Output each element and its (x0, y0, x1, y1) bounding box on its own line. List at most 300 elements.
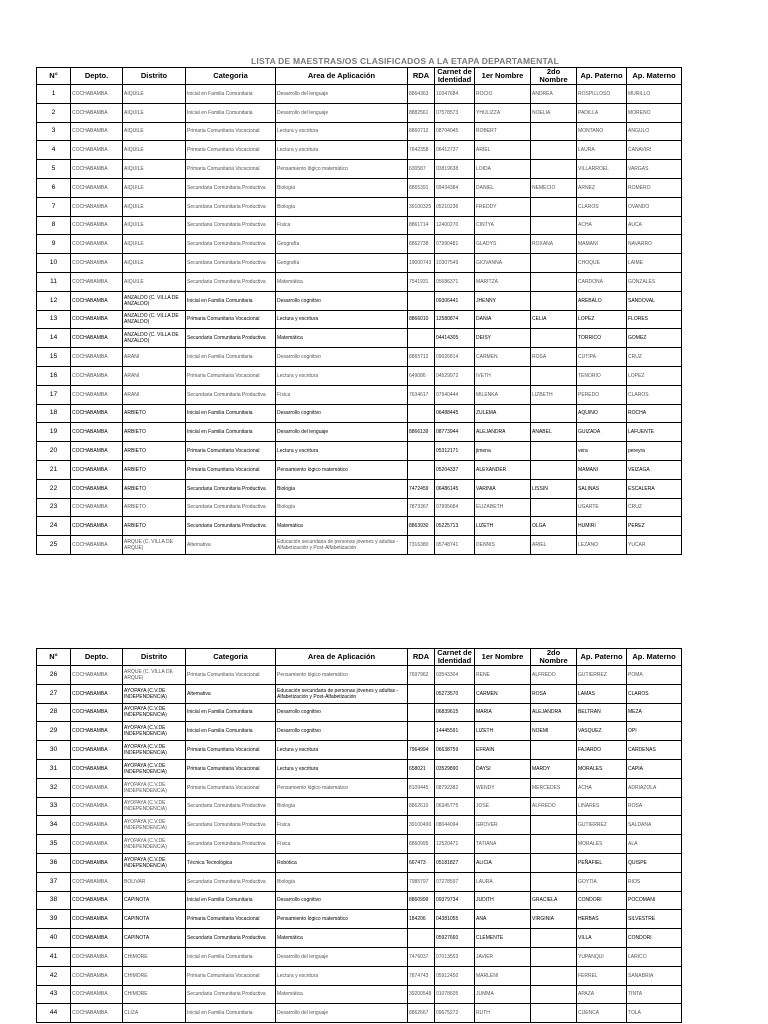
col-categoria-cell: Inicial en Familia Comunitaria (186, 1004, 276, 1023)
col-nombre1-cell: YHULIZZA (475, 103, 531, 122)
col-categoria-cell: Primaria Comunitaria Vocacional (186, 666, 276, 685)
col-nombre2-cell (531, 404, 577, 423)
col-categoria-cell: Secundaria Comunitaria Productiva (186, 329, 276, 348)
col-distrito-cell: ARANI (123, 385, 186, 404)
col-rda-cell (408, 684, 435, 703)
col-distrito-cell: AYOPAYA (C.V.DE INDEPENDENCIA) (123, 759, 186, 778)
col-area-cell: Biología (276, 479, 408, 498)
col-materno-cell: ROSA (627, 797, 682, 816)
col-area-cell: Física (276, 216, 408, 235)
table-row (37, 460, 682, 479)
col-materno-cell: LOPEZ (627, 366, 682, 385)
col-paterno-cell: LEZANO (577, 536, 627, 555)
col-paterno-cell: TORRICO (577, 329, 627, 348)
col-nombre1-cell: MILENKA (475, 385, 531, 404)
header-col-paterno: Ap. Paterno (577, 68, 627, 85)
col-paterno-cell: HUMIRI (577, 517, 627, 536)
col-rda-cell: 8862667 (408, 1004, 435, 1023)
col-carnet-cell: 09026814 (435, 348, 475, 367)
col-number-cell: 22 (37, 479, 71, 498)
col-categoria-cell: Primaria Comunitaria Vocacional (186, 741, 276, 760)
col-nombre2-cell: ARIEL (531, 536, 577, 555)
col-rda-cell: 7476037 (408, 947, 435, 966)
header-col-depto: Depto. (71, 649, 123, 666)
col-rda-cell: 7642358 (408, 141, 435, 160)
table-body (37, 666, 682, 1023)
teachers-table-1 (36, 67, 682, 555)
col-carnet-cell: 03529890 (435, 759, 475, 778)
header-col-rda: RDA (408, 649, 435, 666)
col-materno-cell: TOLA (627, 1004, 682, 1023)
col-nombre2-cell: MERCEDES (531, 778, 577, 797)
col-categoria-cell: Secundaria Comunitaria Productiva (186, 216, 276, 235)
col-categoria-cell: Secundaria Comunitaria Productiva (186, 816, 276, 835)
col-carnet-cell: 12520471 (435, 835, 475, 854)
col-rda-cell: 649086 (408, 366, 435, 385)
col-area-cell: Desarrollo del lenguaje (276, 103, 408, 122)
col-number-cell: 17 (37, 385, 71, 404)
col-categoria-cell: Secundaria Comunitaria Productiva (186, 178, 276, 197)
table-row (37, 666, 682, 685)
col-depto-cell: COCHABAMBA (71, 517, 123, 536)
table-row (37, 797, 682, 816)
col-nombre2-cell (531, 1004, 577, 1023)
col-depto-cell: COCHABAMBA (71, 684, 123, 703)
col-number-cell: 35 (37, 835, 71, 854)
col-area-cell: Lectura y escritura (276, 141, 408, 160)
col-nombre1-cell: MARLENI (475, 966, 531, 985)
col-depto-cell: COCHABAMBA (71, 197, 123, 216)
table-row (37, 254, 682, 273)
col-distrito-cell: ARQUE (C. VILLA DE ARQUE) (123, 666, 186, 685)
header-col-rda: RDA (408, 68, 435, 85)
col-carnet-cell: 06638759 (435, 741, 475, 760)
col-distrito-cell: ARBIETO (123, 479, 186, 498)
table-body (37, 85, 682, 555)
col-number-cell: 24 (37, 517, 71, 536)
col-paterno-cell: PEÑAFIEL (577, 853, 627, 872)
col-categoria-cell: Alternativa (186, 536, 276, 555)
col-nombre2-cell: NEMECIO (531, 178, 577, 197)
header-col-distrito: Distrito (123, 649, 186, 666)
col-number-cell: 34 (37, 816, 71, 835)
col-area-cell: Desarrollo cognitivo (276, 722, 408, 741)
col-carnet-cell: 06412737 (435, 141, 475, 160)
table-row (37, 348, 682, 367)
col-depto-cell: COCHABAMBA (71, 254, 123, 273)
col-nombre1-cell: LAURA (475, 872, 531, 891)
col-number-cell: 41 (37, 947, 71, 966)
col-materno-cell: RIOS (627, 872, 682, 891)
col-materno-cell: MORENO (627, 103, 682, 122)
col-nombre1-cell: LOIDA (475, 160, 531, 179)
col-rda-cell: 8861714 (408, 216, 435, 235)
col-distrito-cell: AYOPAYA (C.V.DE INDEPENDENCIA) (123, 835, 186, 854)
col-nombre2-cell: GRACIELA (531, 891, 577, 910)
table-row (37, 272, 682, 291)
col-nombre2-cell: MARDY (531, 759, 577, 778)
col-rda-cell: 8863930 (408, 517, 435, 536)
teachers-table-2 (36, 648, 682, 1023)
col-nombre1-cell: CARMEN (475, 348, 531, 367)
table-row (37, 929, 682, 948)
col-carnet-cell: 09379734 (435, 891, 475, 910)
col-distrito-cell: CAPINOTA (123, 929, 186, 948)
col-area-cell: Matemática (276, 517, 408, 536)
header-col-paterno: Ap. Paterno (577, 649, 627, 666)
col-number-cell: 43 (37, 985, 71, 1004)
col-categoria-cell: Primaria Comunitaria Vocacional (186, 966, 276, 985)
col-nombre1-cell: ELIZABETH (475, 498, 531, 517)
table-row (37, 1004, 682, 1023)
col-depto-cell: COCHABAMBA (71, 947, 123, 966)
col-rda-cell: 8860995 (408, 835, 435, 854)
col-area-cell: Pensamiento lógico matemático (276, 460, 408, 479)
col-nombre2-cell: ROSA (531, 348, 577, 367)
col-number-cell: 19 (37, 423, 71, 442)
col-carnet-cell: 03543304 (435, 666, 475, 685)
col-depto-cell: COCHABAMBA (71, 985, 123, 1004)
col-area-cell: Biología (276, 797, 408, 816)
col-nombre1-cell: GLADYS (475, 235, 531, 254)
col-materno-cell: VEIZAGA (627, 460, 682, 479)
col-materno-cell: ROMERO (627, 178, 682, 197)
col-paterno-cell: VILLA (577, 929, 627, 948)
col-carnet-cell: 05273570 (435, 684, 475, 703)
col-paterno-cell: MORALES (577, 835, 627, 854)
col-nombre1-cell: JUMMA (475, 985, 531, 1004)
table-row (37, 404, 682, 423)
table-row (37, 853, 682, 872)
header-col-materno: Ap. Materno (627, 68, 682, 85)
col-rda-cell (408, 404, 435, 423)
table-row (37, 872, 682, 891)
col-carnet-cell: 06839615 (435, 703, 475, 722)
col-materno-cell: ADRIAZOLA (627, 778, 682, 797)
col-nombre2-cell (531, 741, 577, 760)
header-row (37, 68, 682, 85)
col-materno-cell: pereyra (627, 442, 682, 461)
col-area-cell: Robótica (276, 853, 408, 872)
col-rda-cell: 658021 (408, 759, 435, 778)
col-depto-cell: COCHABAMBA (71, 329, 123, 348)
col-nombre1-cell: DENNIS (475, 536, 531, 555)
col-depto-cell: COCHABAMBA (71, 404, 123, 423)
col-carnet-cell: 09306441 (435, 291, 475, 310)
table-row (37, 310, 682, 329)
col-paterno-cell: ACHA (577, 216, 627, 235)
col-area-cell: Desarrollo del lenguaje (276, 85, 408, 104)
col-area-cell: Desarrollo del lenguaje (276, 947, 408, 966)
col-depto-cell: COCHABAMBA (71, 423, 123, 442)
col-materno-cell: MEZA (627, 703, 682, 722)
table-row (37, 985, 682, 1004)
col-depto-cell: COCHABAMBA (71, 479, 123, 498)
col-materno-cell: AUCA (627, 216, 682, 235)
col-number-cell: 10 (37, 254, 71, 273)
col-materno-cell: VARGAS (627, 160, 682, 179)
col-materno-cell: YUCAR (627, 536, 682, 555)
col-carnet-cell: 07940444 (435, 385, 475, 404)
col-materno-cell: GONZALES (627, 272, 682, 291)
col-paterno-cell: PEREDO (577, 385, 627, 404)
col-number-cell: 7 (37, 197, 71, 216)
col-depto-cell: COCHABAMBA (71, 272, 123, 291)
col-rda-cell (408, 442, 435, 461)
col-depto-cell: COCHABAMBA (71, 103, 123, 122)
col-carnet-cell: 01078605 (435, 985, 475, 1004)
col-categoria-cell: Inicial en Familia Comunitaria (186, 423, 276, 442)
col-distrito-cell: ARANI (123, 348, 186, 367)
col-area-cell: Matemática (276, 985, 408, 1004)
col-depto-cell: COCHABAMBA (71, 872, 123, 891)
col-paterno-cell: CUENCA (577, 1004, 627, 1023)
col-carnet-cell: 12580874 (435, 310, 475, 329)
col-paterno-cell: ARNEZ (577, 178, 627, 197)
col-nombre1-cell: RENE (475, 666, 531, 685)
col-categoria-cell: Alternativa (186, 684, 276, 703)
col-categoria-cell: Secundaria Comunitaria Productiva (186, 197, 276, 216)
col-carnet-cell: 04529972 (435, 366, 475, 385)
col-distrito-cell: ANZALDO (C. VILLA DE ANZALDO) (123, 291, 186, 310)
col-nombre2-cell: ALEJANDRA (531, 703, 577, 722)
col-nombre2-cell (531, 929, 577, 948)
col-paterno-cell: SALINAS (577, 479, 627, 498)
col-nombre2-cell (531, 141, 577, 160)
col-paterno-cell: TENORIO (577, 366, 627, 385)
col-paterno-cell: HERBAS (577, 910, 627, 929)
col-materno-cell: ALA (627, 835, 682, 854)
col-paterno-cell: VILLARROEL (577, 160, 627, 179)
col-depto-cell: COCHABAMBA (71, 759, 123, 778)
col-categoria-cell: Secundaria Comunitaria Productiva (186, 272, 276, 291)
col-nombre1-cell: ARIEL (475, 141, 531, 160)
col-nombre2-cell: NOELIA (531, 103, 577, 122)
col-nombre2-cell (531, 254, 577, 273)
col-nombre1-cell: JAVIER (475, 947, 531, 966)
col-nombre2-cell (531, 498, 577, 517)
col-area-cell: Lectura y escritura (276, 759, 408, 778)
col-carnet-cell: 06345775 (435, 797, 475, 816)
col-materno-cell: CARDENAS (627, 741, 682, 760)
table-row (37, 216, 682, 235)
col-distrito-cell: ARBIETO (123, 460, 186, 479)
col-depto-cell: COCHABAMBA (71, 666, 123, 685)
col-distrito-cell: AIQUILE (123, 160, 186, 179)
col-depto-cell: COCHABAMBA (71, 216, 123, 235)
col-nombre2-cell (531, 872, 577, 891)
col-categoria-cell: Secundaria Comunitaria Productiva (186, 985, 276, 1004)
col-paterno-cell: GUTIERREZ (577, 666, 627, 685)
col-number-cell: 29 (37, 722, 71, 741)
col-nombre1-cell: RUTH (475, 1004, 531, 1023)
col-materno-cell: LARICO (627, 947, 682, 966)
col-nombre1-cell: JUDITH (475, 891, 531, 910)
col-materno-cell: SILVESTRE (627, 910, 682, 929)
col-categoria-cell: Primaria Comunitaria Vocacional (186, 910, 276, 929)
col-nombre2-cell (531, 816, 577, 835)
col-paterno-cell: GUTIERREZ (577, 816, 627, 835)
col-rda-cell: 7964994 (408, 741, 435, 760)
col-number-cell: 39 (37, 910, 71, 929)
col-nombre2-cell: ALFREDO (531, 797, 577, 816)
col-depto-cell: COCHABAMBA (71, 385, 123, 404)
col-rda-cell (408, 722, 435, 741)
col-nombre1-cell: IVETH (475, 366, 531, 385)
col-distrito-cell: AIQUILE (123, 103, 186, 122)
col-paterno-cell: YUPANQUI (577, 947, 627, 966)
col-number-cell: 12 (37, 291, 71, 310)
col-number-cell: 1 (37, 85, 71, 104)
col-categoria-cell: Técnica Tecnológica (186, 853, 276, 872)
col-categoria-cell: Secundaria Comunitaria Productiva (186, 872, 276, 891)
col-categoria-cell: Secundaria Comunitaria Productiva (186, 835, 276, 854)
col-materno-cell: CAPIA (627, 759, 682, 778)
col-distrito-cell: CHIMORE (123, 985, 186, 1004)
col-distrito-cell: ANZALDO (C. VILLA DE ANZALDO) (123, 310, 186, 329)
col-rda-cell: 7697962 (408, 666, 435, 685)
table-row (37, 122, 682, 141)
col-number-cell: 44 (37, 1004, 71, 1023)
col-number-cell: 40 (37, 929, 71, 948)
col-area-cell: Educación secundaria de personas jóvenes y adultas - Alfabetización y Post-Alfabetización (276, 536, 408, 555)
col-distrito-cell: AIQUILE (123, 254, 186, 273)
col-depto-cell: COCHABAMBA (71, 797, 123, 816)
col-paterno-cell: AREBALO (577, 291, 627, 310)
table-row (37, 835, 682, 854)
col-paterno-cell: AQUINO (577, 404, 627, 423)
col-materno-cell: SALDANA (627, 816, 682, 835)
header-row (37, 649, 682, 666)
col-rda-cell: 184206 (408, 910, 435, 929)
col-paterno-cell: CHOQUE (577, 254, 627, 273)
col-rda-cell: 7634617 (408, 385, 435, 404)
col-rda-cell (408, 929, 435, 948)
col-nombre1-cell: ALEXANDER (475, 460, 531, 479)
col-nombre1-cell: ZULEMA (475, 404, 531, 423)
col-depto-cell: COCHABAMBA (71, 816, 123, 835)
table-row (37, 160, 682, 179)
col-distrito-cell: AYOPAYA (C.V.DE INDEPENDENCIA) (123, 778, 186, 797)
col-depto-cell: COCHABAMBA (71, 703, 123, 722)
col-rda-cell: 7873367 (408, 498, 435, 517)
col-distrito-cell: ARBIETO (123, 423, 186, 442)
table-row (37, 498, 682, 517)
col-nombre1-cell: DANIA (475, 310, 531, 329)
col-carnet-cell: 14445591 (435, 722, 475, 741)
col-area-cell: Matemática (276, 329, 408, 348)
col-carnet-cell: 08704045 (435, 122, 475, 141)
col-carnet-cell: 12400270 (435, 216, 475, 235)
col-nombre2-cell: VIRGINIA (531, 910, 577, 929)
col-distrito-cell: AIQUILE (123, 272, 186, 291)
table-row (37, 536, 682, 555)
col-paterno-cell: GUIZADA (577, 423, 627, 442)
col-rda-cell: 7985797 (408, 872, 435, 891)
col-materno-cell: TINTA (627, 985, 682, 1004)
col-paterno-cell: PADILLA (577, 103, 627, 122)
col-area-cell: Física (276, 816, 408, 835)
col-distrito-cell: AYOPAYA (C.V.DE INDEPENDENCIA) (123, 741, 186, 760)
col-area-cell: Desarrollo cognitivo (276, 291, 408, 310)
col-nombre1-cell: WENDY (475, 778, 531, 797)
col-distrito-cell: AYOPAYA (C.V.DE INDEPENDENCIA) (123, 722, 186, 741)
col-number-cell: 18 (37, 404, 71, 423)
col-number-cell: 5 (37, 160, 71, 179)
col-area-cell: Biología (276, 872, 408, 891)
col-depto-cell: COCHABAMBA (71, 291, 123, 310)
col-categoria-cell: Secundaria Comunitaria Productiva (186, 235, 276, 254)
col-categoria-cell: Inicial en Familia Comunitaria (186, 348, 276, 367)
header-col-nombre2: 2do Nombre (531, 649, 577, 666)
col-categoria-cell: Primaria Comunitaria Vocacional (186, 160, 276, 179)
col-nombre1-cell: DAYSI (475, 759, 531, 778)
table-row (37, 235, 682, 254)
table-row (37, 816, 682, 835)
col-paterno-cell: APAZA (577, 985, 627, 1004)
col-rda-cell: 8862738 (408, 235, 435, 254)
col-area-cell: Biología (276, 498, 408, 517)
header-col-materno: Ap. Materno (627, 649, 682, 666)
col-materno-cell: OVANDO (627, 197, 682, 216)
col-number-cell: 26 (37, 666, 71, 685)
col-area-cell: Pensamiento lógico matemático (276, 160, 408, 179)
col-distrito-cell: AIQUILE (123, 85, 186, 104)
col-rda-cell (408, 291, 435, 310)
col-nombre2-cell (531, 835, 577, 854)
col-rda-cell: 8882561 (408, 103, 435, 122)
table-row (37, 910, 682, 929)
col-paterno-cell: BELTRAN (577, 703, 627, 722)
col-area-cell: Física (276, 385, 408, 404)
col-nombre2-cell (531, 442, 577, 461)
col-nombre1-cell: LIZETH (475, 517, 531, 536)
col-distrito-cell: CHIMORE (123, 947, 186, 966)
col-paterno-cell: VASQUEZ (577, 722, 627, 741)
col-categoria-cell: Secundaria Comunitaria Productiva (186, 517, 276, 536)
col-area-cell: Desarrollo cognitivo (276, 891, 408, 910)
col-materno-cell: CANAVIRI (627, 141, 682, 160)
col-rda-cell (408, 329, 435, 348)
col-distrito-cell: ARANI (123, 366, 186, 385)
col-nombre2-cell (531, 853, 577, 872)
col-number-cell: 13 (37, 310, 71, 329)
col-carnet-cell: 10307549 (435, 254, 475, 273)
col-distrito-cell: CLIZA (123, 1004, 186, 1023)
col-nombre1-cell: CINTYA (475, 216, 531, 235)
col-nombre1-cell: DANIEL (475, 178, 531, 197)
col-depto-cell: COCHABAMBA (71, 498, 123, 517)
col-distrito-cell: AYOPAYA (C.V.DE INDEPENDENCIA) (123, 853, 186, 872)
col-nombre2-cell (531, 366, 577, 385)
col-materno-cell: ANGULO (627, 122, 682, 141)
table-row (37, 141, 682, 160)
col-carnet-cell: 05912450 (435, 966, 475, 985)
col-nombre1-cell: ROBERT (475, 122, 531, 141)
col-carnet-cell: 05748741 (435, 536, 475, 555)
col-area-cell: Matemática (276, 929, 408, 948)
col-area-cell: Matemática (276, 272, 408, 291)
header-col-nombre2: 2do Nombre (531, 68, 577, 85)
col-carnet-cell: 10347684 (435, 85, 475, 104)
col-distrito-cell: ARBIETO (123, 442, 186, 461)
col-distrito-cell: AYOPAYA (C.V.DE INDEPENDENCIA) (123, 816, 186, 835)
col-rda-cell: 8860999 (408, 891, 435, 910)
table-row (37, 759, 682, 778)
col-depto-cell: COCHABAMBA (71, 722, 123, 741)
table-row (37, 741, 682, 760)
col-nombre1-cell: CARMEN (475, 684, 531, 703)
